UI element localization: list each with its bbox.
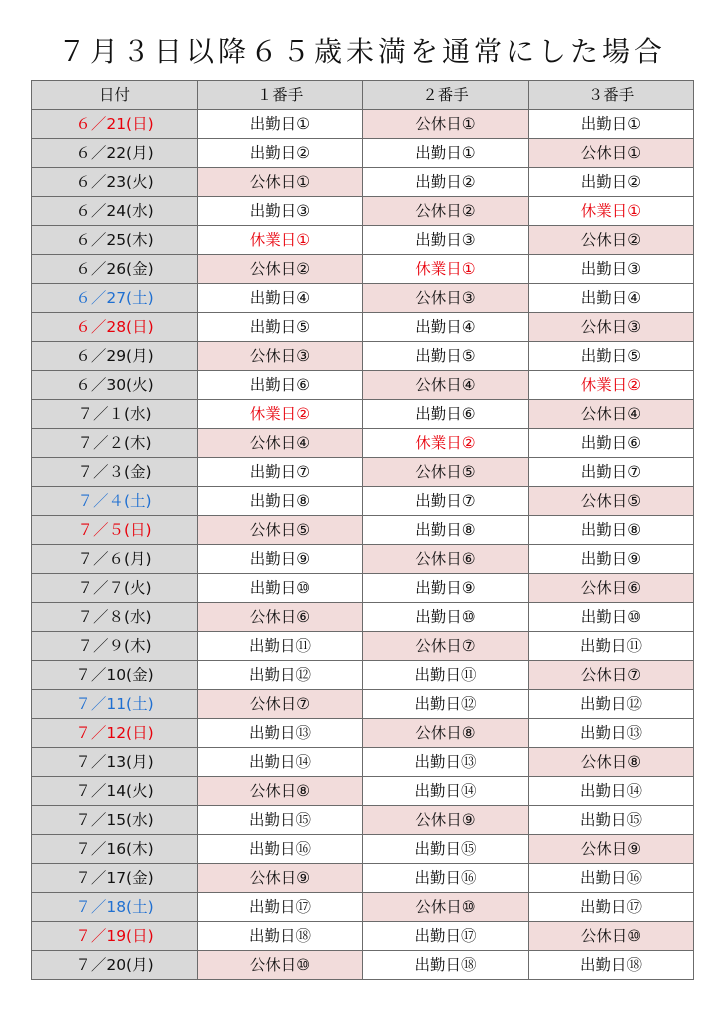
table-row [32,864,694,893]
shift-1-cell: 出勤日② [198,139,363,168]
shift-2-cell: 出勤日⑬ [363,748,529,777]
table-row [32,922,694,951]
table-row [32,574,694,603]
shift-3-cell: 公休日④ [529,400,694,429]
shift-2-cell: 公休日⑥ [363,545,529,574]
shift-2-cell: 出勤日⑮ [363,835,529,864]
shift-1-cell: 公休日⑩ [198,951,363,980]
table-row [32,168,694,197]
table-row [32,371,694,400]
shift-1-cell: 休業日② [198,400,363,429]
table-row [32,487,694,516]
table-row [32,226,694,255]
date-cell: ７／19(日) [32,922,198,951]
header-shift-2: ２番手 [363,81,529,110]
table-row [32,661,694,690]
shift-1-cell: 公休日③ [198,342,363,371]
shift-2-cell: 出勤日⑤ [363,342,529,371]
shift-3-cell: 出勤日⑯ [529,864,694,893]
table-row [32,110,694,139]
shift-3-cell: 公休日⑧ [529,748,694,777]
shift-2-cell: 休業日① [363,255,529,284]
table-row [32,255,694,284]
table-row [32,139,694,168]
shift-1-cell: 出勤日⑬ [198,719,363,748]
shift-1-cell: 公休日⑤ [198,516,363,545]
shift-3-cell: 出勤日⑫ [529,690,694,719]
table-row [32,806,694,835]
shift-1-cell: 出勤日⑩ [198,574,363,603]
date-cell: ７／16(木) [32,835,198,864]
date-cell: ６／22(月) [32,139,198,168]
shift-2-cell: 公休日⑧ [363,719,529,748]
schedule-header [32,81,694,110]
shift-3-cell: 公休日⑩ [529,922,694,951]
shift-1-cell: 出勤日⑧ [198,487,363,516]
shift-1-cell: 出勤日⑭ [198,748,363,777]
date-cell: ７／15(水) [32,806,198,835]
table-row [32,719,694,748]
table-row [32,429,694,458]
shift-2-cell: 出勤日⑪ [363,661,529,690]
shift-3-cell: 出勤日③ [529,255,694,284]
shift-2-cell: 公休日⑨ [363,806,529,835]
shift-3-cell: 公休日⑤ [529,487,694,516]
header-shift-1: １番手 [198,81,363,110]
shift-2-cell: 出勤日⑦ [363,487,529,516]
shift-1-cell: 出勤日⑤ [198,313,363,342]
shift-1-cell: 公休日② [198,255,363,284]
shift-3-cell: 公休日⑨ [529,835,694,864]
date-cell: ７／18(土) [32,893,198,922]
shift-2-cell: 出勤日⑯ [363,864,529,893]
shift-3-cell: 公休日② [529,226,694,255]
date-cell: ６／28(日) [32,313,198,342]
table-row [32,284,694,313]
shift-2-cell: 出勤日② [363,168,529,197]
shift-2-cell: 出勤日⑫ [363,690,529,719]
shift-2-cell: 公休日① [363,110,529,139]
shift-2-cell: 出勤日⑧ [363,516,529,545]
shift-3-cell: 出勤日⑪ [529,632,694,661]
date-cell: ６／27(土) [32,284,198,313]
shift-2-cell: 出勤日① [363,139,529,168]
date-cell: ７／10(金) [32,661,198,690]
date-cell: ７／３(金) [32,458,198,487]
shift-2-cell: 公休日⑩ [363,893,529,922]
date-cell: ７／８(水) [32,603,198,632]
schedule-body [32,110,694,980]
page-title: ７月３日以降６５歳未満を通常にした場合 [57,35,666,68]
shift-1-cell: 出勤日⑥ [198,371,363,400]
table-row [32,951,694,980]
shift-2-cell: 出勤日④ [363,313,529,342]
date-cell: ７／６(月) [32,545,198,574]
shift-2-cell: 公休日② [363,197,529,226]
shift-2-cell: 休業日② [363,429,529,458]
shift-1-cell: 出勤日① [198,110,363,139]
date-cell: ７／２(木) [32,429,198,458]
shift-2-cell: 出勤日⑰ [363,922,529,951]
shift-1-cell: 出勤日⑰ [198,893,363,922]
shift-3-cell: 出勤日⑱ [529,951,694,980]
shift-3-cell: 出勤日⑰ [529,893,694,922]
shift-3-cell: 出勤日⑧ [529,516,694,545]
date-cell: ７／９(木) [32,632,198,661]
date-cell: ６／21(日) [32,110,198,139]
shift-2-cell: 公休日④ [363,371,529,400]
table-row [32,748,694,777]
table-row [32,458,694,487]
shift-3-cell: 出勤日⑥ [529,429,694,458]
date-cell: ７／１(水) [32,400,198,429]
header-shift-3: ３番手 [529,81,694,110]
shift-2-cell: 出勤日⑩ [363,603,529,632]
shift-3-cell: 出勤日② [529,168,694,197]
shift-1-cell: 公休日⑥ [198,603,363,632]
date-cell: ７／７(火) [32,574,198,603]
table-row [32,632,694,661]
shift-3-cell: 出勤日④ [529,284,694,313]
table-row [32,893,694,922]
shift-3-cell: 出勤日⑭ [529,777,694,806]
schedule-table [31,80,694,980]
shift-3-cell: 出勤日⑩ [529,603,694,632]
shift-3-cell: 公休日③ [529,313,694,342]
date-cell: ７／17(金) [32,864,198,893]
table-row [32,516,694,545]
shift-1-cell: 出勤日⑦ [198,458,363,487]
header-row [32,81,694,110]
shift-1-cell: 公休日④ [198,429,363,458]
shift-2-cell: 出勤日⑨ [363,574,529,603]
shift-3-cell: 休業日② [529,371,694,400]
shift-3-cell: 休業日① [529,197,694,226]
shift-1-cell: 出勤日⑨ [198,545,363,574]
date-cell: ６／30(火) [32,371,198,400]
date-cell: ７／14(火) [32,777,198,806]
table-row [32,342,694,371]
shift-1-cell: 公休日⑨ [198,864,363,893]
header-date: 日付 [32,81,198,110]
shift-2-cell: 公休日③ [363,284,529,313]
shift-1-cell: 公休日⑦ [198,690,363,719]
shift-1-cell: 休業日① [198,226,363,255]
table-row [32,835,694,864]
shift-3-cell: 出勤日① [529,110,694,139]
date-cell: ６／25(木) [32,226,198,255]
shift-1-cell: 公休日⑧ [198,777,363,806]
table-row [32,313,694,342]
date-cell: ７／11(土) [32,690,198,719]
shift-2-cell: 公休日⑦ [363,632,529,661]
date-cell: ７／４(土) [32,487,198,516]
shift-3-cell: 出勤日⑮ [529,806,694,835]
date-cell: ７／20(月) [32,951,198,980]
shift-3-cell: 出勤日⑦ [529,458,694,487]
shift-1-cell: 公休日① [198,168,363,197]
shift-1-cell: 出勤日④ [198,284,363,313]
date-cell: ７／５(日) [32,516,198,545]
date-cell: ６／29(月) [32,342,198,371]
date-cell: ７／13(月) [32,748,198,777]
shift-3-cell: 出勤日⑤ [529,342,694,371]
shift-2-cell: 公休日⑤ [363,458,529,487]
shift-2-cell: 出勤日⑭ [363,777,529,806]
shift-1-cell: 出勤日⑪ [198,632,363,661]
table-row [32,197,694,226]
date-cell: ６／23(火) [32,168,198,197]
shift-2-cell: 出勤日⑥ [363,400,529,429]
table-row [32,545,694,574]
shift-3-cell: 出勤日⑬ [529,719,694,748]
shift-1-cell: 出勤日③ [198,197,363,226]
shift-1-cell: 出勤日⑯ [198,835,363,864]
shift-1-cell: 出勤日⑱ [198,922,363,951]
shift-3-cell: 出勤日⑨ [529,545,694,574]
shift-2-cell: 出勤日③ [363,226,529,255]
shift-2-cell: 出勤日⑱ [363,951,529,980]
shift-1-cell: 出勤日⑫ [198,661,363,690]
shift-3-cell: 公休日⑦ [529,661,694,690]
shift-3-cell: 公休日⑥ [529,574,694,603]
date-cell: ６／26(金) [32,255,198,284]
table-row [32,603,694,632]
table-row [32,690,694,719]
shift-1-cell: 出勤日⑮ [198,806,363,835]
table-row [32,400,694,429]
table-row [32,777,694,806]
shift-3-cell: 公休日① [529,139,694,168]
date-cell: ７／12(日) [32,719,198,748]
date-cell: ６／24(水) [32,197,198,226]
